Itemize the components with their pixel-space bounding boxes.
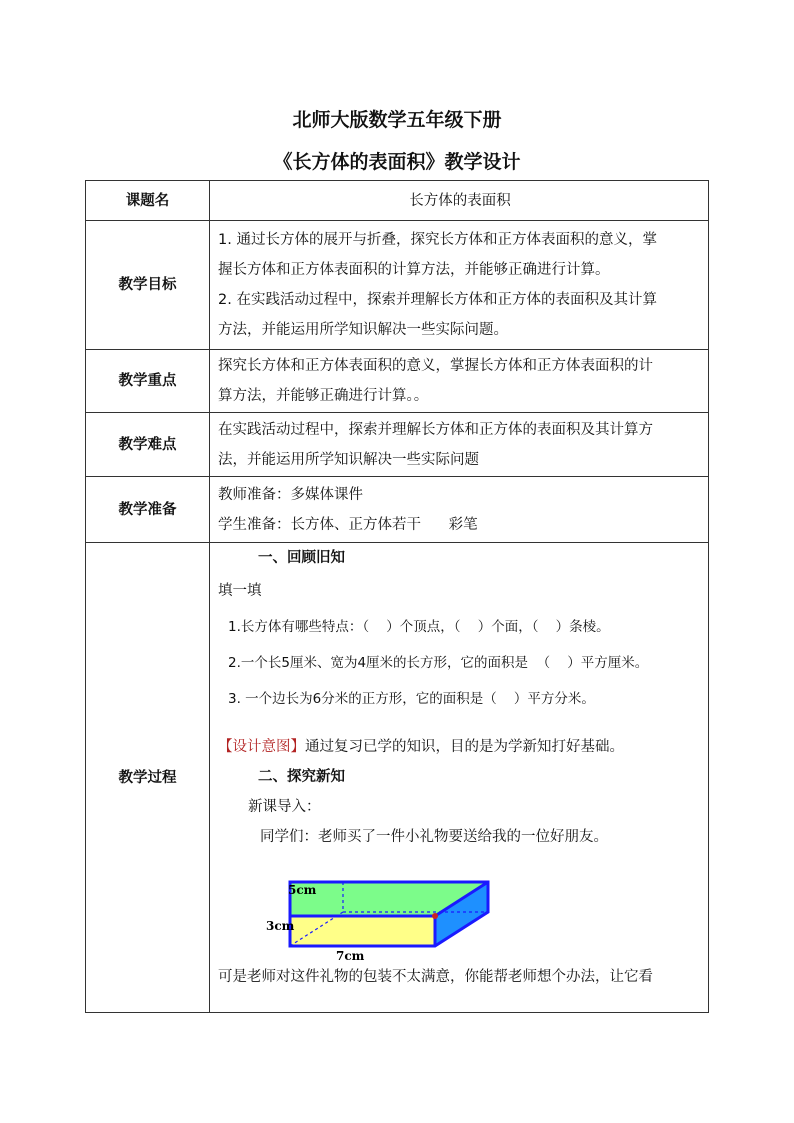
goals-line: 方法，并能运用所学知识解决一些实际问题。	[218, 322, 508, 338]
cuboid-diagram	[258, 864, 498, 963]
lesson-intro: 新课导入：	[248, 799, 321, 815]
question-2: 2.一个长5厘米、宽为4厘米的长方形，它的面积是 （ ）平方厘米。	[228, 655, 649, 671]
value-process	[210, 543, 709, 1013]
row-topic	[86, 181, 709, 221]
goals-line: 握长方体和正方体表面积的计算方法，并能够正确进行计算。	[218, 262, 610, 278]
row-process	[86, 543, 709, 1013]
fill-prompt: 填一填	[218, 583, 262, 599]
goals-line: 2. 在实践活动过程中，探索并理解长方体和正方体的表面积及其计算	[218, 292, 657, 308]
label-difficulty: 教学难点	[86, 413, 210, 477]
label-width: 5cm	[288, 883, 317, 897]
label-prep: 教学准备	[86, 477, 210, 543]
label-key: 教学重点	[86, 350, 210, 413]
prep-line: 学生准备：长方体、正方体若干 彩笔	[218, 516, 478, 533]
lesson-story: 同学们：老师买了一件小礼物要送给我的一位好朋友。	[260, 829, 608, 845]
question-1: 1.长方体有哪些特点：（ ）个顶点，（ ）个面，（ ）条棱。	[228, 619, 610, 635]
key-line: 探究长方体和正方体表面积的意义，掌握长方体和正方体表面积的计	[218, 358, 653, 374]
value-key	[210, 350, 709, 413]
difficulty-line: 法，并能运用所学知识解决一些实际问题	[218, 451, 479, 468]
value-goals	[210, 221, 709, 350]
design-intent	[218, 732, 702, 762]
label-height: 3cm	[266, 919, 295, 933]
row-prep	[86, 477, 709, 543]
design-intent-tag: 【设计意图】	[218, 739, 305, 755]
section-review-heading: 一、回顾旧知	[258, 550, 345, 566]
row-key	[86, 350, 709, 413]
row-difficulty	[86, 413, 709, 477]
label-goals: 教学目标	[86, 221, 210, 350]
goals-line: 1. 通过长方体的展开与折叠，探究长方体和正方体表面积的意义，掌	[218, 232, 657, 248]
process-last-line: 可是老师对这件礼物的包装不太满意，你能帮老师想个办法，让它看	[218, 969, 653, 985]
document-title: 北师大版数学五年级下册	[292, 109, 502, 131]
difficulty-line: 在实践活动过程中，探索并理解长方体和正方体的表面积及其计算方	[218, 421, 653, 438]
label-process: 教学过程	[86, 543, 210, 1013]
cuboid-figure	[258, 864, 702, 963]
prep-line: 教师准备：多媒体课件	[218, 486, 363, 503]
cuboid-vertex-dot	[432, 913, 438, 919]
row-goals	[86, 221, 709, 350]
document-subtitle: 《长方体的表面积》教学设计	[273, 151, 521, 173]
question-3: 3. 一个边长为6分米的正方形，它的面积是（ ）平方分米。	[228, 691, 595, 707]
cuboid-front-face	[290, 916, 435, 946]
key-line: 算方法，并能够正确进行计算。。	[218, 388, 429, 404]
lesson-plan-table	[85, 180, 709, 1013]
design-intent-text: 通过复习已学的知识，目的是为学新知打好基础。	[305, 739, 624, 755]
value-prep	[210, 477, 709, 543]
section-explore-heading: 二、探究新知	[258, 769, 345, 785]
label-topic: 课题名	[86, 181, 210, 221]
value-topic: 长方体的表面积	[210, 181, 709, 221]
label-length: 7cm	[336, 949, 365, 963]
value-difficulty	[210, 413, 709, 477]
